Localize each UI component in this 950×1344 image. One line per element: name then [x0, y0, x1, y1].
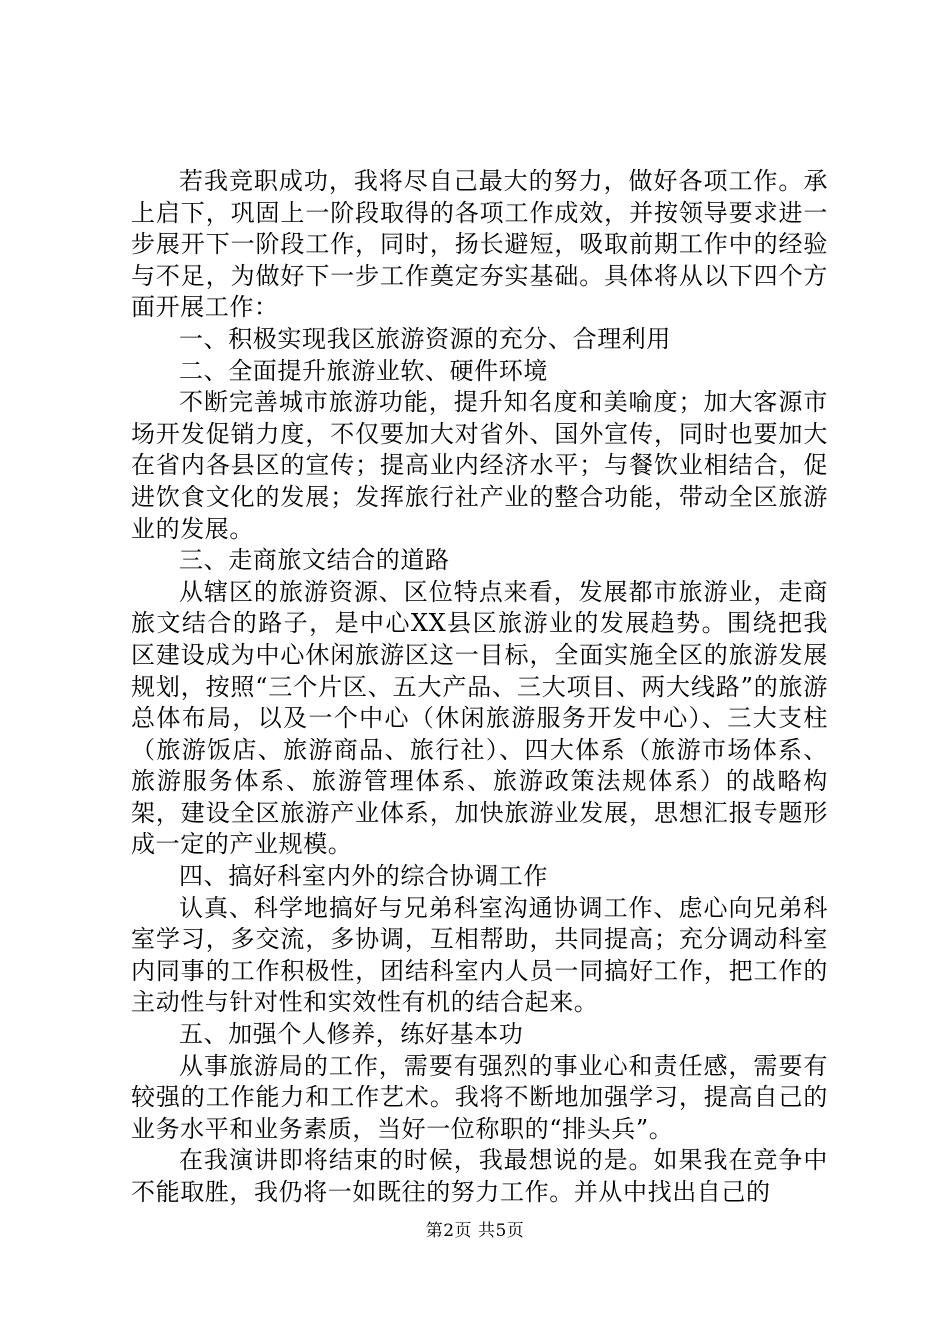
section-heading-5: 五、加强个人修养，练好基本功 [179, 1020, 524, 1049]
paragraph-section-2: 不断完善城市旅游功能，提升知名度和美喻度；加大客源市场开发促销力度，不仅要加大对省外、国外宣传，同时也要加大在省内各县区的宣传；提高业内经济水平；与餐饮业相结合，促进饮食文化的发展；发挥旅行社产业的整合功能，带动全区旅游业的发展。 [131, 388, 828, 543]
section-heading-2: 二、全面提升旅游业软、硬件环境 [179, 356, 548, 385]
section-heading-1: 一、积极实现我区旅游资源的充分、合理利用 [179, 324, 671, 353]
paragraph-intro: 若我竞职成功，我将尽自己最大的努力，做好各项工作。承上启下，巩固上一阶段取得的各项工作成效，并按领导要求进一步展开下一阶段工作，同时，扬长避短，吸取前期工作中的经验与不足，为做好下一步工作奠定夯实基础。具体将从以下四个方面开展工作： [131, 167, 828, 322]
section-heading-3: 三、走商旅文结合的道路 [179, 546, 450, 575]
section-heading-4: 四、搞好科室内外的综合协调工作 [179, 862, 548, 891]
document-body [131, 166, 828, 1209]
paragraph-closing: 在我演讲即将结束的时候，我最想说的是。如果我在竞争中不能取胜，我仍将一如既往的努力工作。并从中找出自己的 [131, 1146, 828, 1206]
paragraph-section-4: 认真、科学地搞好与兄弟科室沟通协调工作、虑心向兄弟科室学习，多交流，多协调，互相帮助，共同提高；充分调动科室内同事的工作积极性，团结科室内人员一同搞好工作，把工作的主动性与针对性和实效性有机的结合起来。 [131, 893, 828, 1017]
page-number-footer: 第2页 共5页 [425, 1221, 525, 1241]
paragraph-section-5: 从事旅游局的工作，需要有强烈的事业心和责任感，需要有较强的工作能力和工作艺术。我将不断地加强学习，提高自己的业务水平和业务素质，当好一位称职的“排头兵”。 [131, 1051, 828, 1143]
paragraph-section-3: 从辖区的旅游资源、区位特点来看，发展都市旅游业，走商旅文结合的路子，是中心XX县区旅游业的发展趋势。围绕把我区建设成为中心休闲旅游区这一目标，全面实施全区的旅游发展规划，按照“三个片区、五大产品、三大项目、两大线路”的旅游总体布局，以及一个中心（休闲旅游服务开发中心）、三大支柱（旅游饭店、旅游商品、旅行社）、四大体系（旅游市场体系、旅游服务体系、旅游管理体系、旅游政策法规体系）的战略构架，建设全区旅游产业体系，加快旅游业发展，思想汇报专题形成一定的产业规模。 [131, 577, 828, 859]
